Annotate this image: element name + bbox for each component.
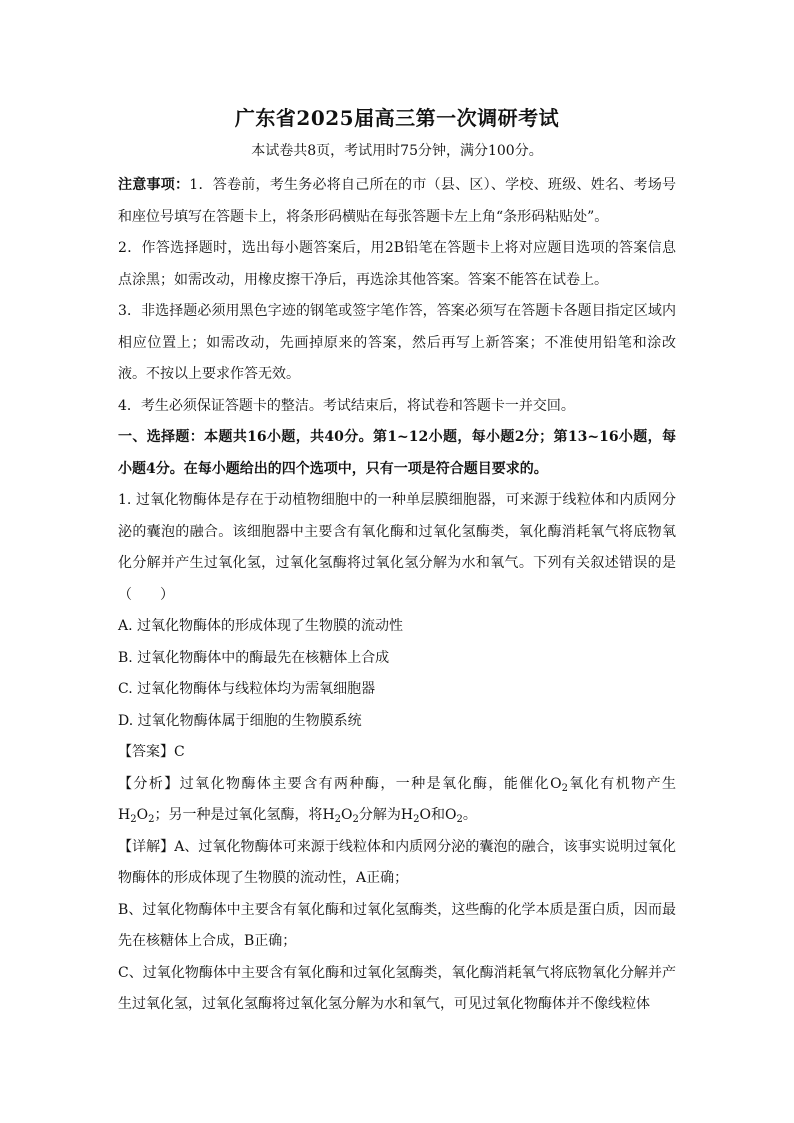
- exam-title: 广东省2025届高三第一次调研考试: [234, 106, 560, 130]
- question-1-answer: 【答案】C: [118, 744, 185, 760]
- analysis-sub-1: 2: [561, 782, 568, 794]
- question-1-option-a: A. 过氧化物酶体的形成体现了生物膜的流动性: [118, 618, 404, 634]
- detail-label: 【详解】: [118, 838, 175, 855]
- analysis-sub-7: 2: [456, 814, 463, 825]
- question-1-option-d: D. 过氧化物酶体属于细胞的生物膜系统: [118, 712, 362, 729]
- notice-item-1: [118, 170, 676, 233]
- question-1-analysis: [118, 769, 676, 832]
- notice-label: 注意事项：: [118, 177, 190, 193]
- analysis-text-7: O和O: [419, 807, 457, 823]
- section-heading: 一、选择题：本题共16小题，共40分。第1~12小题，每小题2分；第13~16小题，每小题4分。在每小题给出的四个选项中，只有一项是符合题目要求的。: [118, 429, 676, 477]
- question-1-detail-a: [118, 832, 676, 895]
- analysis-text-1: 过氧化物酶体主要含有两种酶，一种是氧化酶，能催化O: [179, 775, 562, 792]
- detail-a-text: A、过氧化物酶体可来源于线粒体和内质网分泌的囊泡的融合，该事实说明过氧化物酶体的形成体现了生物膜的流动性，A正确；: [118, 838, 677, 886]
- analysis-text-6: 分解为H: [358, 807, 414, 823]
- analysis-text-4: ；另一种是过氧化氢酶，将H: [154, 807, 335, 823]
- analysis-label: 【分析】: [118, 775, 180, 792]
- notice-item-4: 4．考生必须保证答题卡的整洁。考试结束后，将试卷和答题卡一并交回。: [118, 397, 575, 414]
- analysis-text-5: O: [341, 807, 353, 823]
- question-1-stem: 1. 过氧化物酶体是存在于动植物细胞中的一种单层膜细胞器，可来源于线粒体和内质网分泌的囊泡的融合。该细胞器中主要含有氧化酶和过氧化氢酶类，氧化酶消耗氧气将底物氧化分解并产生过氧化氢，过氧化氢酶将过氧化氢分解为水和氧气。下列有关叙述错误的是（ ）: [118, 492, 676, 603]
- analysis-sub-4: 2: [334, 814, 342, 825]
- analysis-text-2: 氧化有机物产生H: [118, 775, 676, 823]
- question-1-detail-c: C、过氧化物酶体中主要含有氧化酶和过氧化氢酶类，氧化酶消耗氧气将底物氧化分解并产生过氧化氢，过氧化氢酶将过氧化氢分解为水和氧气，可见过氧化物酶体并不像线粒体: [118, 964, 676, 1012]
- analysis-text-8: 。: [462, 807, 477, 823]
- analysis-text-3: O: [136, 807, 149, 823]
- analysis-sub-3: 2: [148, 814, 155, 825]
- notice-item-3: 3．非选择题必须用黑色字迹的钢笔或签字笔作答，答案必须写在答题卡各题目指定区域内相应位置上；如需改动，先画掉原来的答案，然后再写上新答案；不准使用铅笔和涂改液。不按以上要求作答无效。: [118, 303, 676, 382]
- page-content: [118, 104, 676, 1021]
- analysis-sub-6: 2: [413, 814, 420, 825]
- notice-item-2: 2．作答选择题时，选出每小题答案后，用2B铅笔在答题卡上将对应题目选项的答案信息点涂黑；如需改动，用橡皮擦干净后，再选涂其他答案。答案不能答在试卷上。: [118, 240, 676, 288]
- question-1-option-c: C. 过氧化物酶体与线粒体均为需氧细胞器: [118, 681, 376, 697]
- analysis-sub-5: 2: [352, 814, 359, 825]
- question-1-option-b: B. 过氧化物酶体中的酶最先在核糖体上合成: [118, 649, 390, 666]
- analysis-sub-2: 2: [130, 814, 137, 825]
- notice-item-1-text: 1．答卷前，考生务必将自己所在的市（县、区）、学校、班级、姓名、考场号和座位号填写在答题卡上，将条形码横贴在每张答题卡左上角“条形码粘贴处”。: [118, 177, 677, 225]
- question-1-detail-b: B、过氧化物酶体中主要含有氧化酶和过氧化氢酶类，这些酶的化学本质是蛋白质，因而最先在核糖体上合成，B正确；: [118, 901, 676, 949]
- exam-subtitle: 本试卷共8页，考试用时75分钟，满分100分。: [251, 143, 543, 159]
